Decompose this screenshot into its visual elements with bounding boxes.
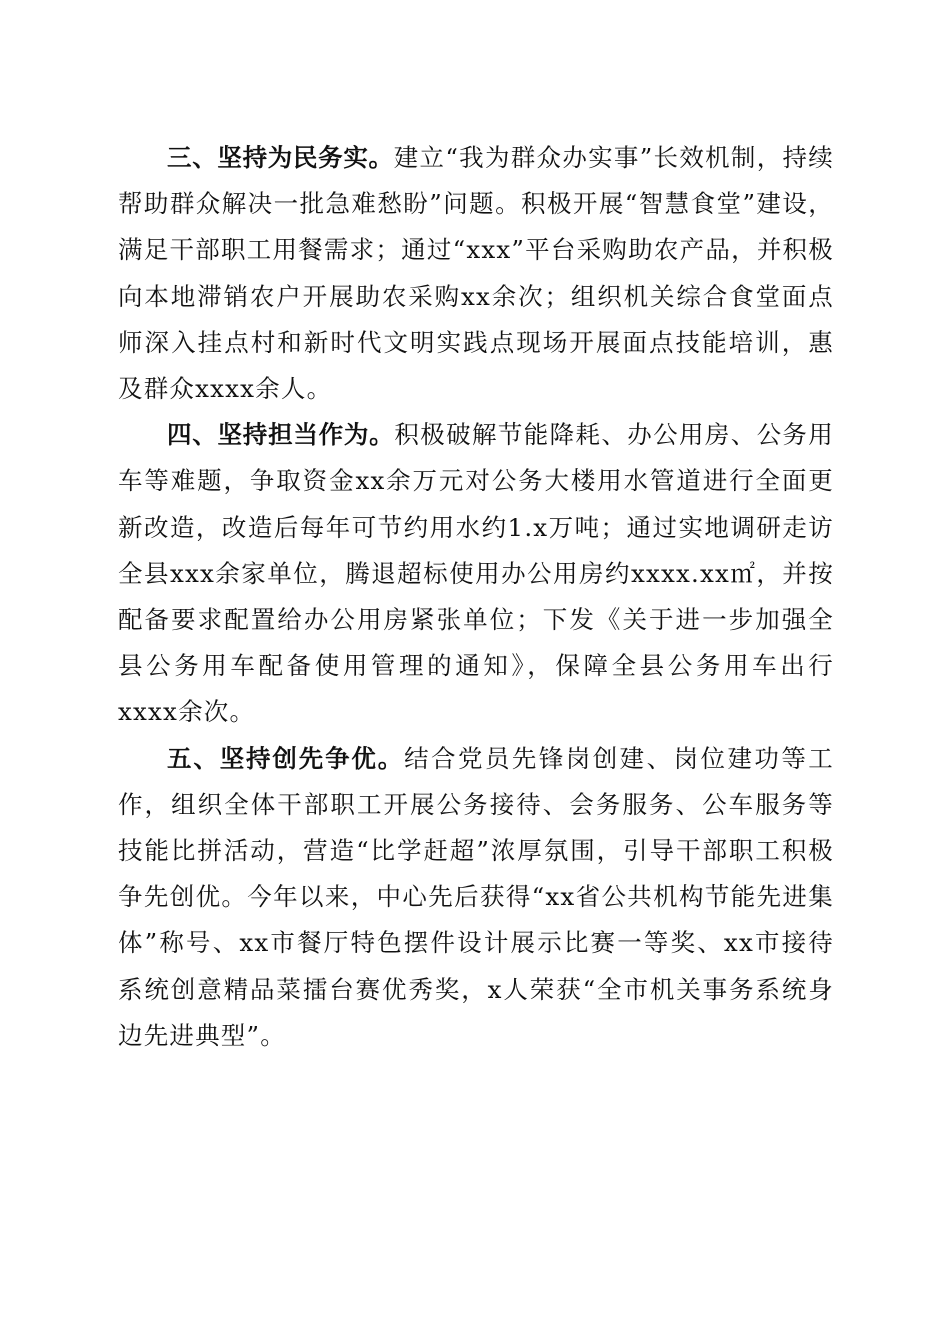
paragraph-text: 结合党员先锋岗创建、岗位建功等工作，组织全体干部职工开展公务接待、会务服务、公车服务等技能比拼活动，营造“比学赶超”浓厚氛围，引导干部职工积极争先创优。今年以来，中心先后获得“xx省公共机构节能先进集体”称号、xx市餐厅特色摆件设计展示比赛一等奖、xx市接待系统创意精品菜擂台赛优秀奖，x人荣获“全市机关事务系统身边先进典型”。 — [118, 743, 834, 1050]
paragraph-heading: 三、坚持为民务实。 — [167, 143, 394, 172]
paragraph-text: 积极破解节能降耗、办公用房、公务用车等难题，争取资金xx余万元对公务大楼用水管道进行全面更新改造，改造后每年可节约用水约1.x万吨；通过实地调研走访全县xxx余家单位，腾退超标使用办公用房约xxxx.xx㎡，并按配备要求配置给办公用房紧张单位；下发《关于进一步加强全县公务用车配备使用管理的通知》，保障全县公务用车出行xxxx余次。 — [118, 420, 835, 727]
paragraph-5 — [118, 736, 834, 1059]
document-body — [118, 135, 834, 1059]
paragraph-heading: 四、坚持担当作为。 — [167, 420, 395, 450]
paragraph-4 — [118, 412, 834, 735]
paragraph-heading: 五、坚持创先争优。 — [167, 743, 405, 773]
paragraph-text: 建立“我为群众办实事”长效机制，持续帮助群众解决一批急难愁盼”问题。积极开展“智慧食堂”建设，满足干部职工用餐需求；通过“xxx”平台采购助农产品，并积极向本地滞销农户开展助农采购xx余次；组织机关综合食堂面点师深入挂点村和新时代文明实践点现场开展面点技能培训，惠及群众xxxx余人。 — [118, 143, 834, 404]
paragraph-3 — [118, 135, 834, 412]
